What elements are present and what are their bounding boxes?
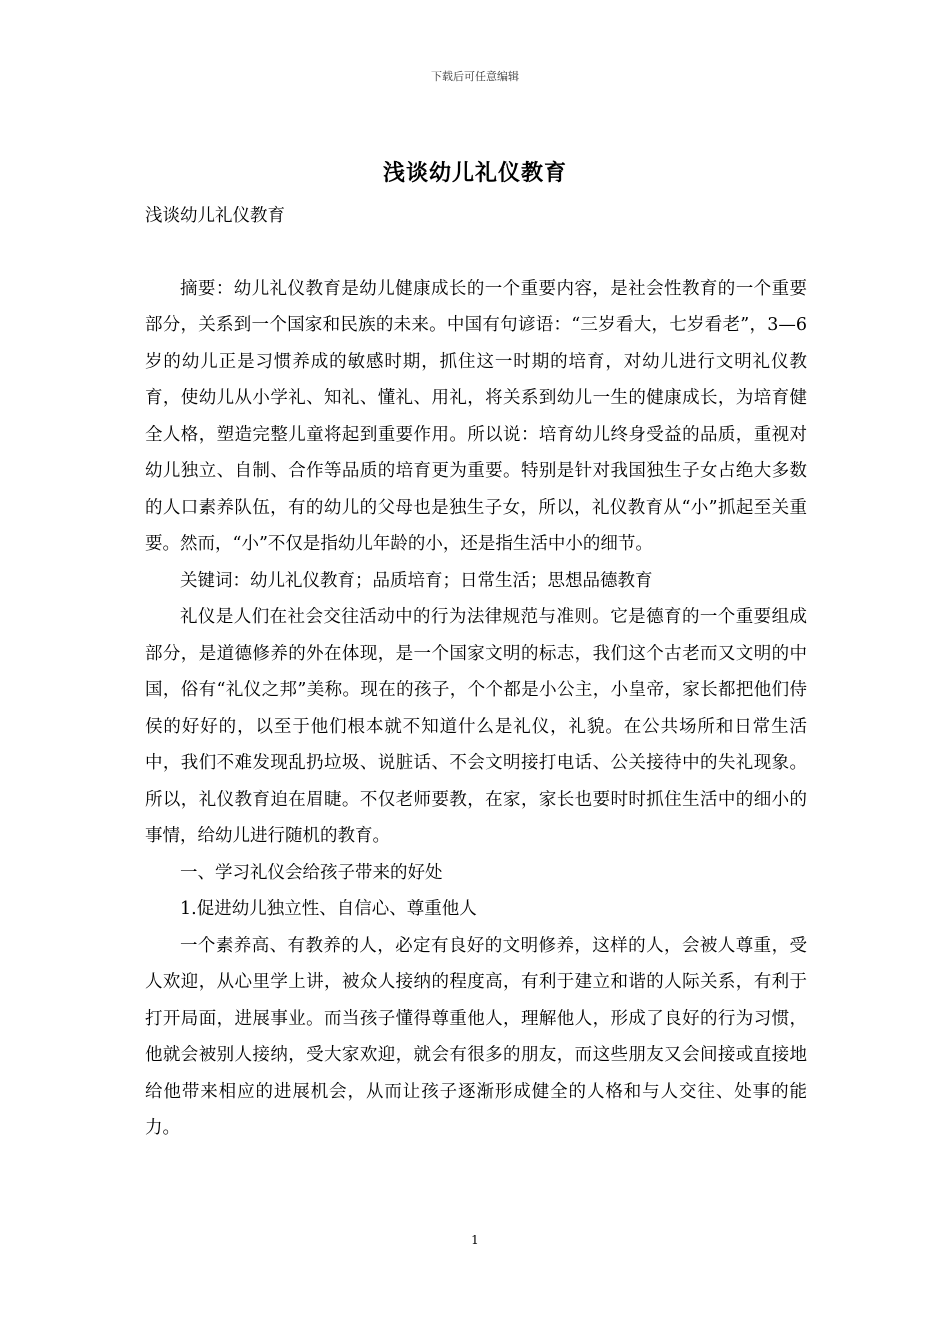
- page-number: 1: [471, 1233, 479, 1247]
- body-paragraph: 一个素养高、有教养的人，必定有良好的文明修养，这样的人，会被人尊重，受人欢迎，从心里学上讲，被众人接纳的程度高，有利于建立和谐的人际关系，有利于打开局面，进展事业。而当孩子懂得尊重他人，理解他人，形成了良好的行为习惯，他就会被别人接纳，受大家欢迎，就会有很多的朋友，而这些朋友又会间接或直接地给他带来相应的进展机会，从而让孩子逐渐形成健全的人格和与人交往、处事的能力。: [145, 935, 807, 1138]
- header-note: 下载后可任意编辑: [431, 70, 519, 83]
- subsection-heading: 1.促进幼儿独立性、自信心、尊重他人: [180, 899, 477, 919]
- abstract-paragraph: 摘要：幼儿礼仪教育是幼儿健康成长的一个重要内容，是社会性教育的一个重要部分，关系到一个国家和民族的未来。中国有句谚语：“三岁看大，七岁看老”，3—6岁的幼儿正是习惯养成的敏感时期，抓住这一时期的培育，对幼儿进行文明礼仪教育，使幼儿从小学礼、知礼、懂礼、用礼，将关系到幼儿一生的健康成长，为培育健全人格，塑造完整儿童将起到重要作用。所以说：培育幼儿终身受益的品质，重视对幼儿独立、自制、合作等品质的培育更为重要。特别是针对我国独生子女占绝大多数的人口素养队伍，有的幼儿的父母也是独生子女，所以，礼仪教育从“小”抓起至关重要。然而，“小”不仅是指幼儿年龄的小，还是指生活中小的细节。: [145, 278, 807, 554]
- document-body: [145, 198, 807, 1147]
- blank-line: [145, 235, 807, 271]
- subtitle: 浅谈幼儿礼仪教育: [145, 206, 285, 226]
- section-heading: 一、学习礼仪会给孩子带来的好处: [180, 862, 443, 883]
- document-title: 浅谈幼儿礼仪教育: [382, 160, 567, 186]
- keywords-line: 关键词：幼儿礼仪教育；品质培育；日常生活；思想品德教育: [180, 570, 653, 591]
- body-paragraph: 礼仪是人们在社会交往活动中的行为法律规范与准则。它是德育的一个重要组成部分，是道德修养的外在体现，是一个国家文明的标志，我们这个古老而又文明的中国，俗有“礼仪之邦”美称。现在的孩子，个个都是小公主，小皇帝，家长都把他们侍侯的好好的，以至于他们根本就不知道什么是礼仪，礼貌。在公共场所和日常生活中，我们不难发现乱扔垃圾、说脏话、不会文明接打电话、公关接待中的失礼现象。所以，礼仪教育迫在眉睫。不仅老师要教，在家，家长也要时时抓住生活中的细小的事情，给幼儿进行随机的教育。: [145, 607, 807, 846]
